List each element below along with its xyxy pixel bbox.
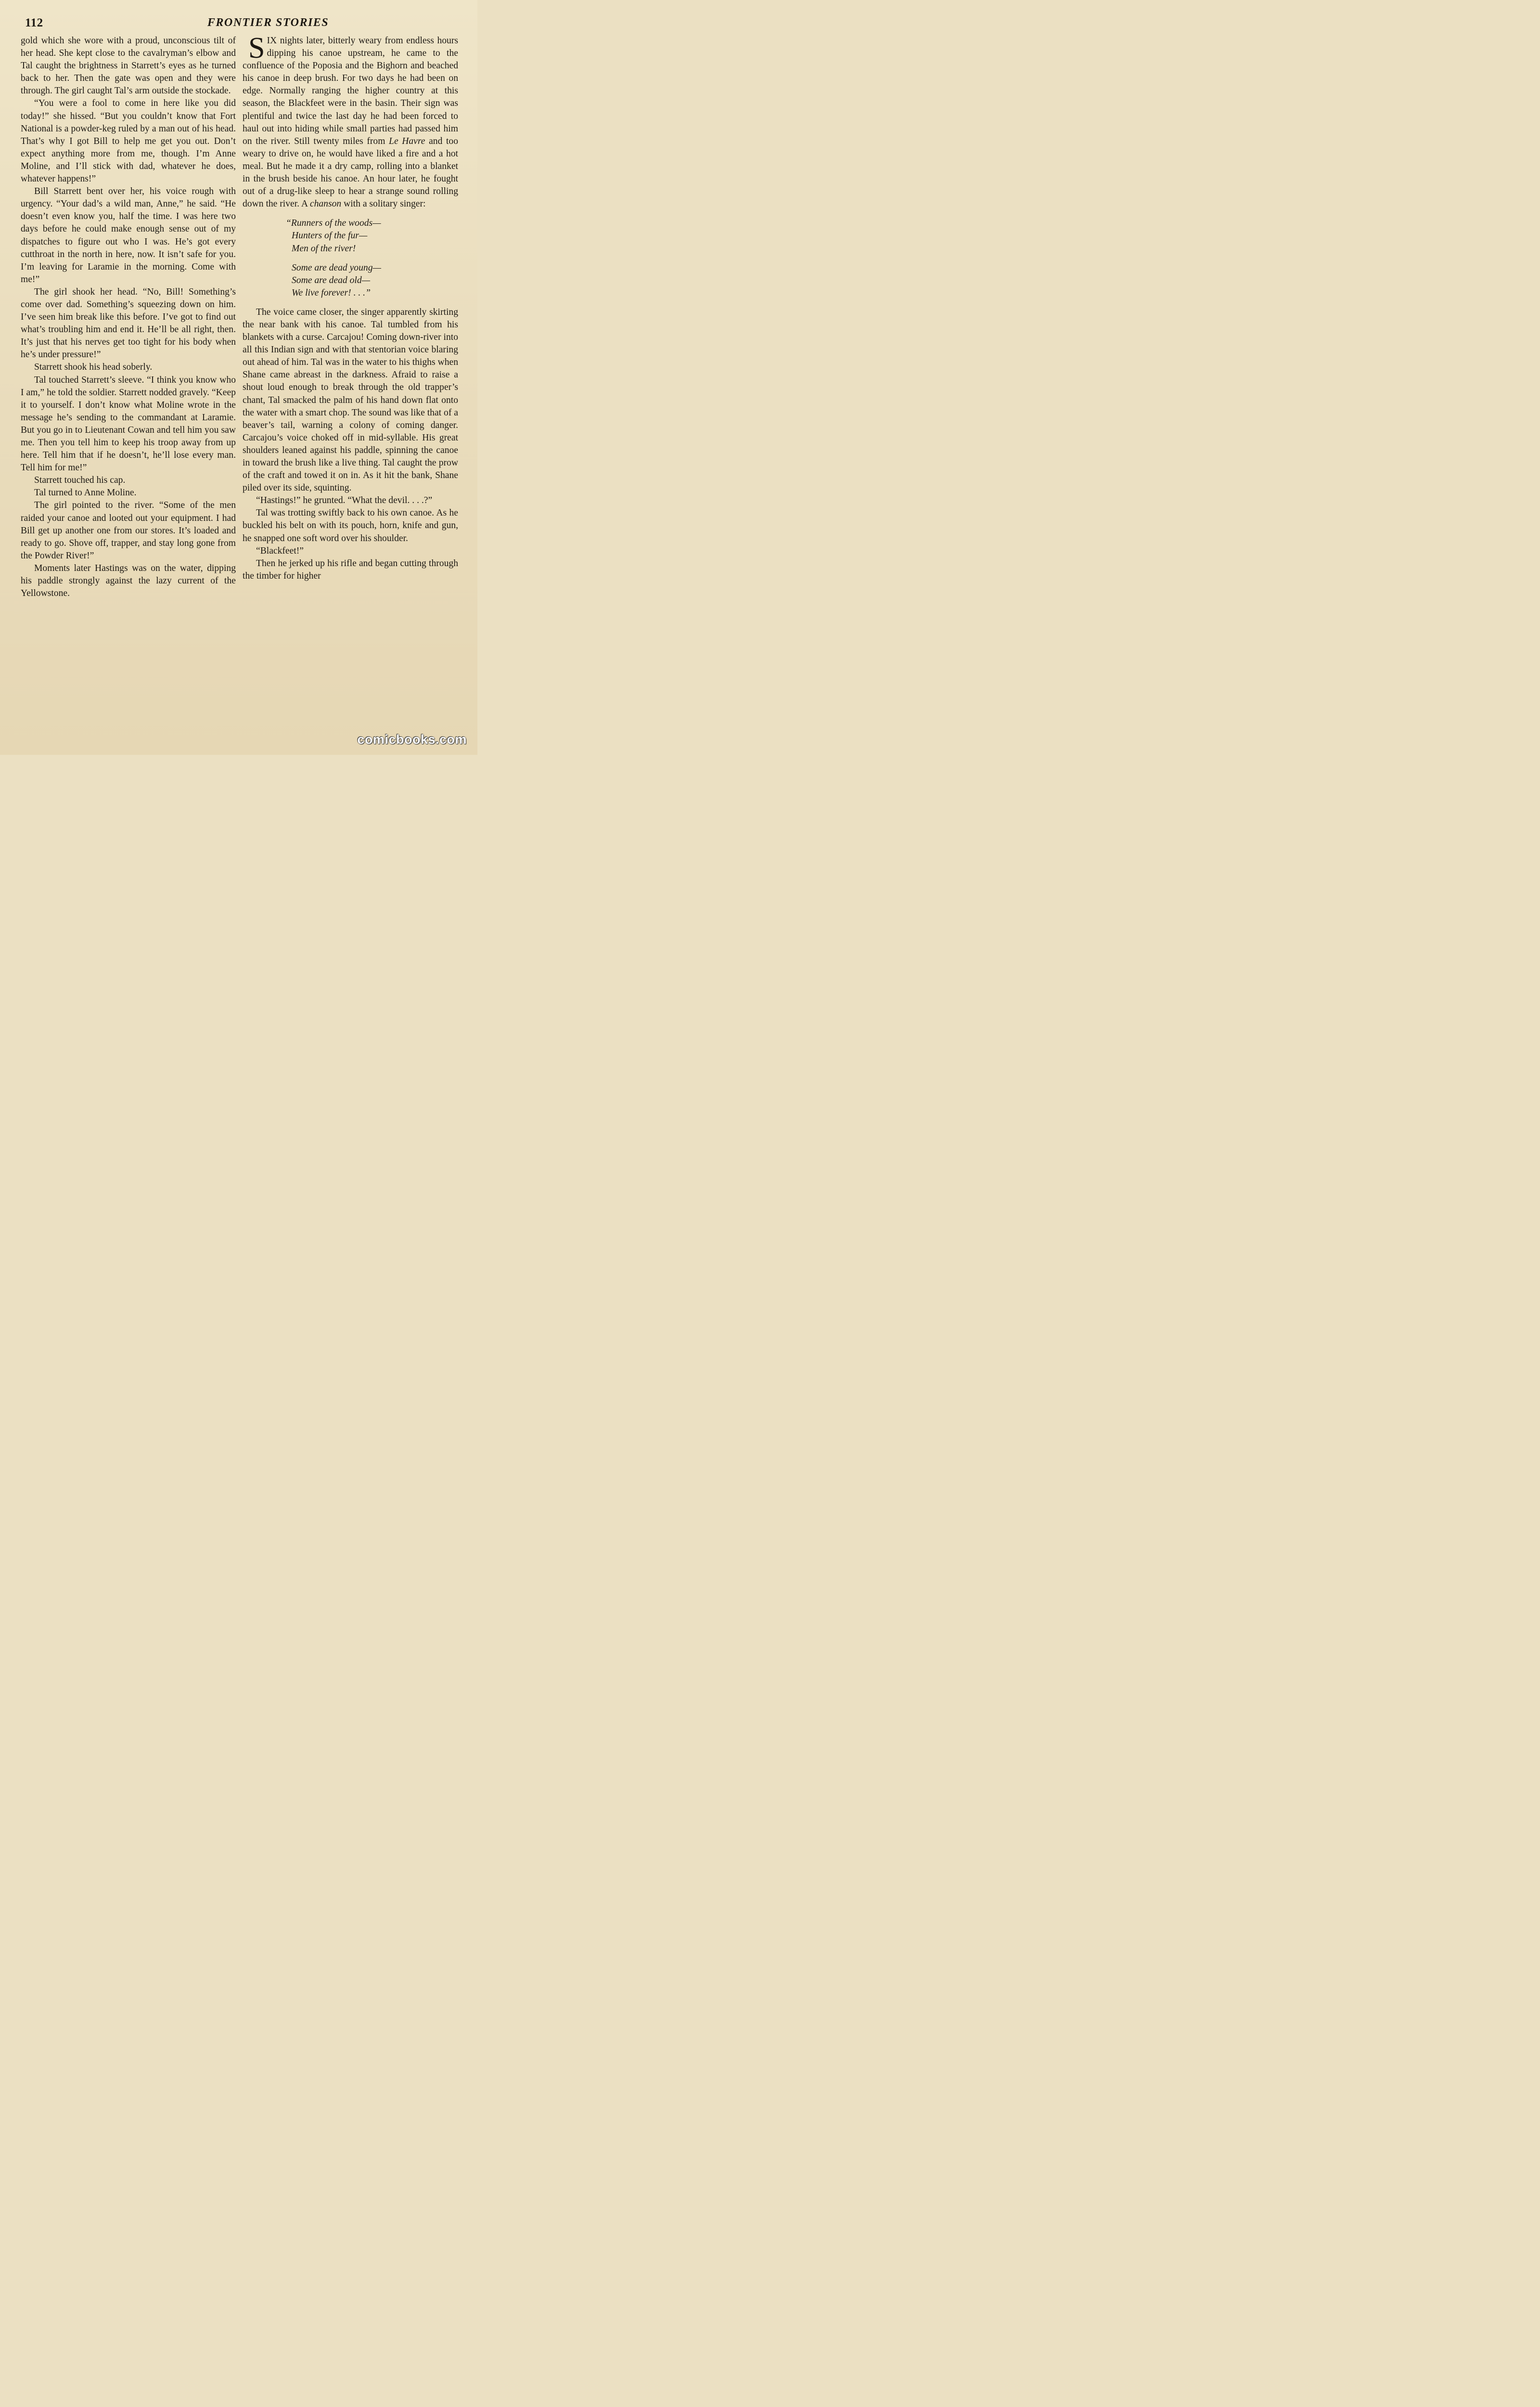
page-number: 112 (25, 16, 43, 29)
song-verse (286, 217, 458, 299)
paragraph: Tal was trotting swiftly back to his own canoe. As he buckled his belt on with its pouch, horn, knife and gun, he snapped one soft word over his shoulder. (243, 508, 458, 544)
paragraph: “Blackfeet!” (256, 545, 304, 556)
running-head-title: FRONTIER STORIES (207, 16, 329, 29)
song-line: Hunters of the fur— (292, 231, 368, 241)
paragraph: “You were a fool to come in here like you did today!” she hissed. “But you couldn’t know that Fort National is a powder-keg ruled by a man out of his head. That’s why I got Bill to help me get you out. Don’t expect anything more from me, though. I’m Anne Moline, and I’ll stick with dad, whatever he does, whatever happens!” (21, 98, 236, 184)
paragraph: The voice came closer, the singer apparently skirting the near bank with his canoe. Tal tumbled from his blankets with a curse. Carcajou! Coming down-river into all this Indian sign and with that stentorian voice blaring out ahead of him. Tal was in the water to his thighs when Shane came abreast in the darkness. Afraid to raise a shout loud enough to break through the old trapper’s chant, Tal smacked the palm of his hand down flat onto the water with a smart chop. The sound was like that of a beaver’s tail, warning a colony of coming danger. Carcajou’s voice choked off in mid-syllable. His great shoulders leaned against his paddle, spinning the canoe in toward the brush like a live thing. Tal caught the prow of the craft and towed it on in. As it hit the bank, Shane piled over its side, squinting. (243, 307, 458, 493)
paragraph: “Hastings!” he grunted. “What the devil. . . .?” (256, 495, 433, 506)
paragraph: Starrett touched his cap. (34, 475, 126, 486)
drop-cap: S (248, 32, 265, 65)
left-column (21, 35, 236, 600)
song-line: Some are dead old— (292, 275, 371, 285)
paragraph: Moments later Hastings was on the water, dipping his paddle strongly against the lazy current of the Yellowstone. (21, 563, 236, 599)
song-stanza (286, 262, 458, 299)
song-line: Men of the river! (292, 243, 356, 254)
right-column (243, 32, 459, 582)
song-stanza (286, 217, 458, 255)
text-run: and too weary to drive on, he would have liked a fire and a hot meal. But he made it a dry camp, rolling into a blanket in the brush beside his canoe. An hour later, he fought out of a drug-like sleep to hear a strange sound rolling down the river. A (243, 136, 459, 209)
paragraph: Bill Starrett bent over her, his voice rough with urgency. “Your dad’s a wild man, Anne,” he said. “He doesn’t even know you, half the time. I was here two days before he could make enough sense out of my dispatches to figure out who I was. He’s got every cutthroat in the north in here, now. It isn’t safe for you. I’m leaving for Laramie in the morning. Come with me!” (21, 186, 236, 285)
song-line: Some are dead young— (292, 262, 381, 273)
text-run: IX nights later, bitterly weary from endless hours dipping his canoe upstream, he came to the confluence of the Poposia and the Bighorn and beached his canoe in deep brush. For two days he had been on edge. Normally ranging the higher country at this season, the Blackfeet were in the basin. Their sign was plentiful and twice the last day he had been forced to haul out into hiding while small parties had passed him on the river. Still twenty miles from (243, 36, 458, 146)
paragraph: The girl pointed to the river. “Some of the men raided your canoe and looted out your equipment. I had Bill get up another one from our stores. It’s loaded and ready to go. Shove off, trapper, and stay long gone from the Powder River!” (21, 500, 236, 561)
paragraph: Tal touched Starrett’s sleeve. “I think you know who I am,” he told the soldier. Starrett nodded gravely. “Keep it to yourself. I don’t know what Moline wrote in the message he’s sending to the commandant at Laramie. But you go in to Lieutenant Cowan and tell him you saw me. Then you tell him to keep his troop away from up here. Tell him that if he doesn’t, he’ll lose every man. Tell him for me!” (21, 375, 236, 473)
text-run: with a solitary singer: (341, 199, 426, 209)
song-line: We live forever! . . .” (292, 287, 371, 298)
paragraph: gold which she wore with a proud, unconscious tilt of her head. She kept close to the cavalryman’s elbow and Tal caught the brightness in Starrett’s eyes as he turned back to her. Then the gate was open and they were through. The girl caught Tal’s arm outside the stockade. (21, 36, 236, 96)
magazine-page (0, 0, 477, 755)
paragraph: Tal turned to Anne Moline. (34, 488, 137, 498)
site-watermark: comicbooks.com (357, 732, 467, 747)
opening-paragraph (243, 32, 459, 210)
italic-word: chanson (309, 199, 342, 209)
song-line: “Runners of the woods— (286, 218, 381, 229)
italic-place-name: Le Havre (389, 136, 425, 146)
paragraph: Starrett shook his head soberly. (34, 362, 153, 373)
paragraph: The girl shook her head. “No, Bill! Something’s come over dad. Something’s squeezing down on him. I’ve seen him break like this before. I’ve got to find out what’s troubling him and end it. He’ll be all right, then. It’s just that his nerves get too tight for his body when he’s under pressure!” (21, 286, 236, 360)
paragraph: Then he jerked up his rifle and began cutting through the timber for higher (243, 558, 458, 581)
page-header (25, 16, 458, 32)
